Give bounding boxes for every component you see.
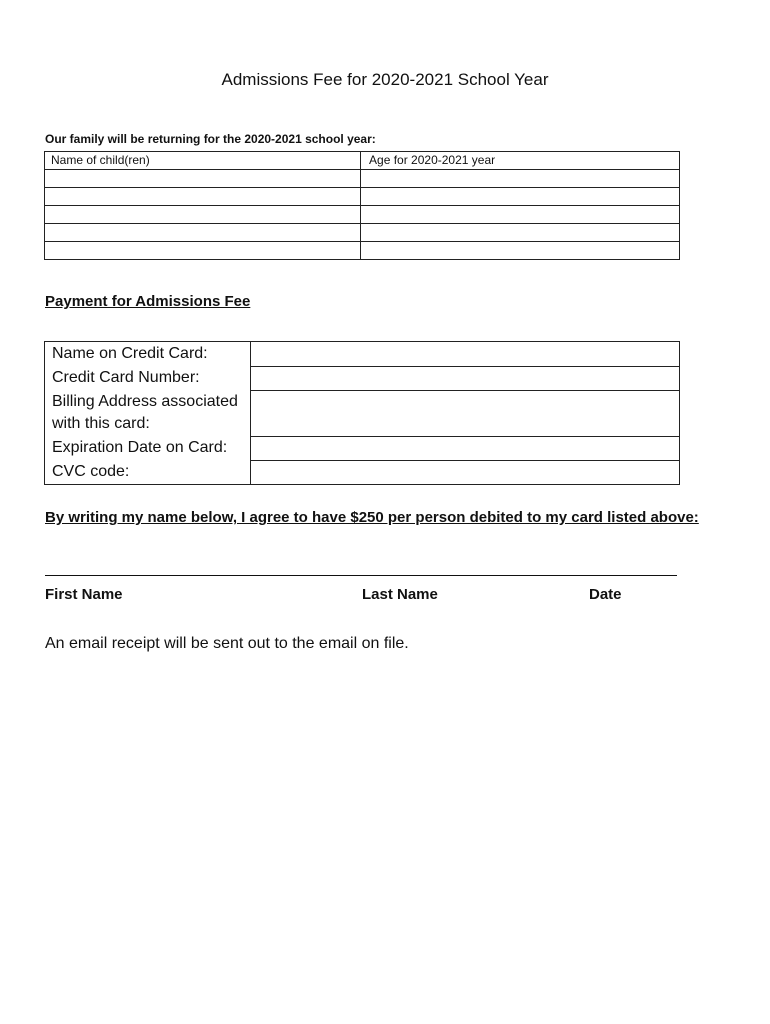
children-table — [44, 151, 680, 260]
child-age-cell[interactable] — [361, 206, 680, 224]
child-age-cell[interactable] — [361, 170, 680, 188]
page-title: Admissions Fee for 2020-2021 School Year — [221, 70, 549, 89]
card-name-label: Name on Credit Card: — [45, 342, 251, 367]
child-age-cell[interactable] — [361, 188, 680, 206]
child-name-cell[interactable] — [45, 170, 361, 188]
card-number-field[interactable] — [251, 366, 680, 390]
cvc-field[interactable] — [251, 460, 680, 485]
date-label: Date — [589, 586, 622, 603]
header-child-name: Name of child(ren) — [45, 152, 361, 170]
billing-address-label-line1: Billing Address associated — [52, 393, 238, 410]
table-row — [45, 206, 680, 224]
header-child-age: Age for 2020-2021 year — [361, 152, 680, 170]
child-name-cell[interactable] — [45, 188, 361, 206]
child-age-cell[interactable] — [361, 224, 680, 242]
table-row — [45, 170, 680, 188]
cvc-row — [45, 460, 680, 485]
expiration-row — [45, 436, 680, 460]
agreement-text: By writing my name below, I agree to have $250 per person debited to my card listed above: — [45, 509, 699, 526]
expiration-field[interactable] — [251, 436, 680, 460]
child-name-cell[interactable] — [45, 224, 361, 242]
expiration-label: Expiration Date on Card: — [45, 436, 251, 460]
table-row — [45, 188, 680, 206]
table-row — [45, 224, 680, 242]
card-name-row — [45, 342, 680, 367]
last-name-label: Last Name — [362, 586, 438, 603]
child-name-cell[interactable] — [45, 206, 361, 224]
card-number-row — [45, 366, 680, 390]
billing-address-field[interactable] — [251, 390, 680, 436]
payment-heading: Payment for Admissions Fee — [45, 293, 251, 310]
card-number-label: Credit Card Number: — [45, 366, 251, 390]
table-header-row — [45, 152, 680, 170]
table-row — [45, 242, 680, 260]
billing-address-row — [45, 390, 680, 436]
card-name-field[interactable] — [251, 342, 680, 367]
billing-address-label — [45, 390, 251, 436]
receipt-note: An email receipt will be sent out to the email on file. — [45, 635, 409, 652]
intro-text: Our family will be returning for the 2020-2021 school year: — [45, 132, 376, 146]
billing-address-label-line2: with this card: — [52, 415, 150, 432]
signature-line[interactable] — [45, 575, 677, 576]
child-age-cell[interactable] — [361, 242, 680, 260]
cvc-label: CVC code: — [45, 460, 251, 485]
child-name-cell[interactable] — [45, 242, 361, 260]
first-name-label: First Name — [45, 586, 123, 603]
payment-table — [44, 341, 680, 485]
